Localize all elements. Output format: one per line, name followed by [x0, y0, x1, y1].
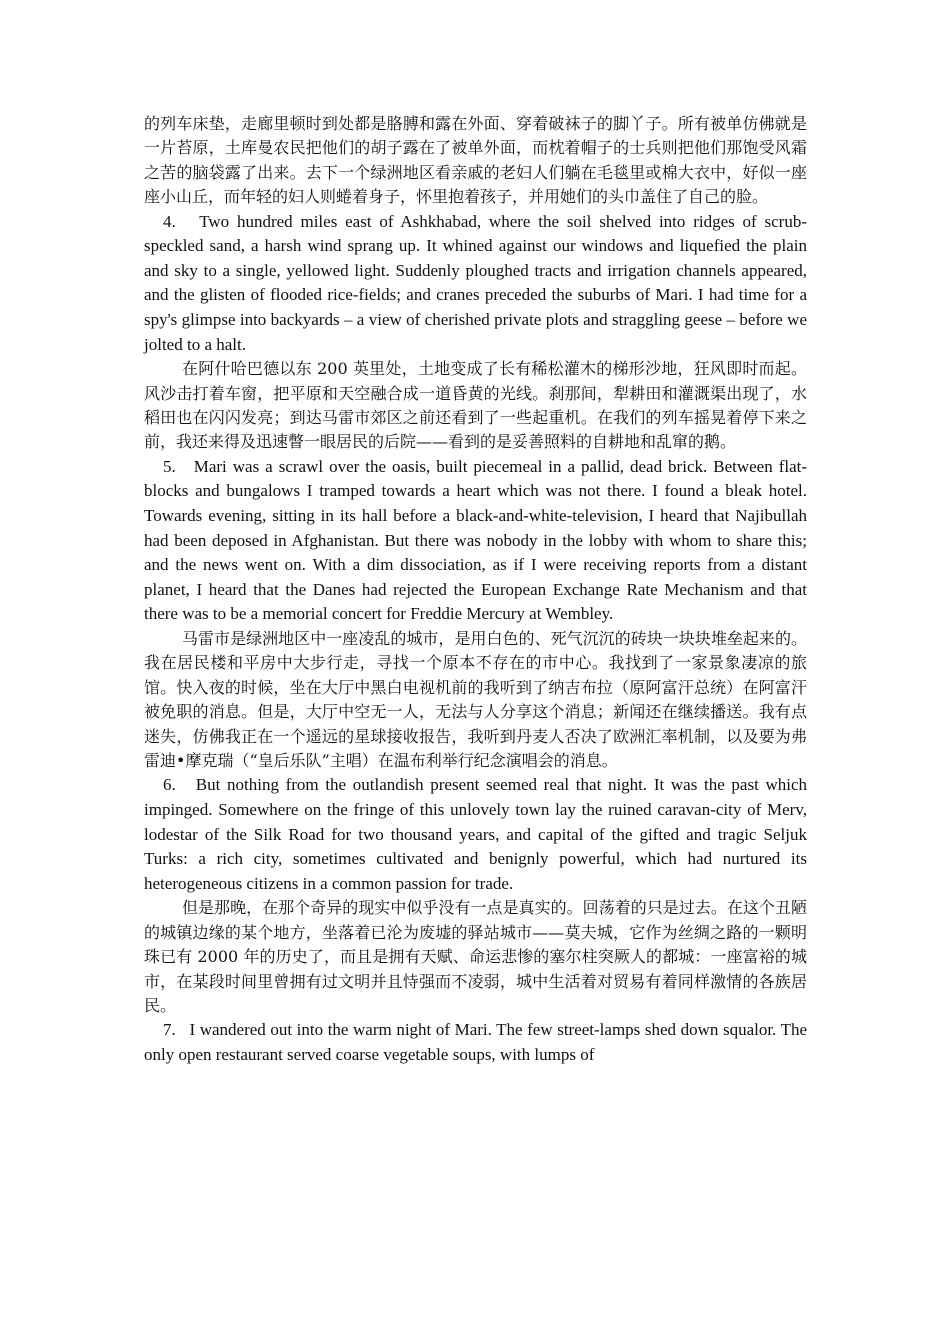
paragraph-5 [144, 455, 807, 627]
paragraph-zh-5: 马雷市是绿洲地区中一座凌乱的城市，是用白色的、死气沉沉的砖块一块块堆垒起来的。我在居民楼和平房中大步行走，寻找一个原本不存在的市中心。我找到了一家景象凄凉的旅馆。快入夜的时候，坐在大厅中黑白电视机前的我听到了纳吉布拉（原阿富汗总统）在阿富汗被免职的消息。但是，大厅中空无一人，无法与人分享这个消息；新闻还在继续播送。我有点迷失，仿佛我正在一个遥远的星球接收报告，我听到丹麦人否决了欧洲汇率机制，以及要为弗雷迪•摩克瑞（“皇后乐队”主唱）在温布利举行纪念演唱会的消息。 [144, 628, 807, 770]
document-page [144, 112, 807, 1068]
paragraph-text: Two hundred miles east of Ashkhabad, where the soil shelved into ridges of scrub-speckled sand, a harsh wind sprang up. It whined against our windows and liquefied the plain and sky to a single, yellowed light. Suddenly ploughed tracts and irrigation channels appeared, and the glisten of flooded rice-fields; and cranes preceded the suburbs of Mari. I had time for a spy's glimpse into backyards – a view of cherished private plots and straggling geese – before we jolted to a halt. [144, 211, 808, 354]
paragraph-6 [144, 773, 807, 896]
paragraph-number: 5. [163, 456, 176, 476]
paragraph-text: Mari was a scrawl over the oasis, built piecemeal in a pallid, dead brick. Between flat-blocks and bungalows I tramped towards a heart which was not there. I found a bleak hotel. Towards evening, sitting in its hall before a black-and-white-television, I heard that Najibullah had been deposed in Afghanistan. But there was nobody in the lobby with whom to share this; and the news went on. With a dim dissociation, as if I were receiving reports from a distant planet, I heard that the Danes had rejected the European Exchange Rate Mechanism and that there was to be a memorial concert for Freddie Mercury at Wembley. [144, 456, 808, 624]
paragraph-zh-3: 的列车床垫，走廊里顿时到处都是胳膊和露在外面、穿着破袜子的脚丫子。所有被单仿佛就是一片苔原，土库曼农民把他们的胡子露在了被单外面，而枕着帽子的士兵则把他们那饱受风霜之苦的脑袋露了出来。去下一个绿洲地区看亲戚的老妇人们躺在毛毯里或棉大衣中，好似一座座小山丘，而年轻的妇人则蜷着身子，怀里抱着孩子，并用她们的头巾盖住了自己的脸。 [144, 114, 807, 207]
paragraph-text: But nothing from the outlandish present seemed real that night. It was the past which impinged. Somewhere on the fringe of this unlovely town lay the ruined caravan-city of Merv, lodestar of the Silk Road for two thousand years, and capital of the gifted and tragic Seljuk Turks: a rich city, sometimes cultivated and benignly powerful, which had nurtured its heterogeneous citizens in a common passion for trade. [144, 775, 808, 893]
paragraph-7 [144, 1018, 807, 1067]
paragraph-zh-6: 但是那晚，在那个奇异的现实中似乎没有一点是真实的。回荡着的只是过去。在这个丑陋的城镇边缘的某个地方，坐落着已沦为废墟的驿站城市——莫夫城，它作为丝绸之路的一颗明珠已有 2000 年的历史了，而且是拥有天赋、命运悲惨的塞尔柱突厥人的都城：一座富裕的城市，在某段时间里曾拥有过文明并且恃强而不凌弱，城中生活着对贸易有着同样激情的各族居民。 [144, 898, 807, 1015]
paragraph-number: 4. [163, 211, 176, 231]
paragraph-text: I wandered out into the warm night of Mari. The few street-lamps shed down squalor. The only open restaurant served coarse vegetable soups, with lumps of [144, 1020, 808, 1064]
paragraph-number: 7. [163, 1020, 176, 1040]
paragraph-4 [144, 210, 807, 358]
paragraph-number: 6. [163, 775, 176, 795]
paragraph-zh-4: 在阿什哈巴德以东 200 英里处，土地变成了长有稀松灌木的梯形沙地，狂风即时而起。风沙击打着车窗，把平原和天空融合成一道昏黄的光线。刹那间，犁耕田和灌溉渠出现了，水稻田也在闪闪发亮；到达马雷市郊区之前还看到了一些起重机。在我们的列车摇晃着停下来之前，我还来得及迅速瞥一眼居民的后院——看到的是妥善照料的自耕地和乱窜的鹅。 [144, 359, 807, 452]
